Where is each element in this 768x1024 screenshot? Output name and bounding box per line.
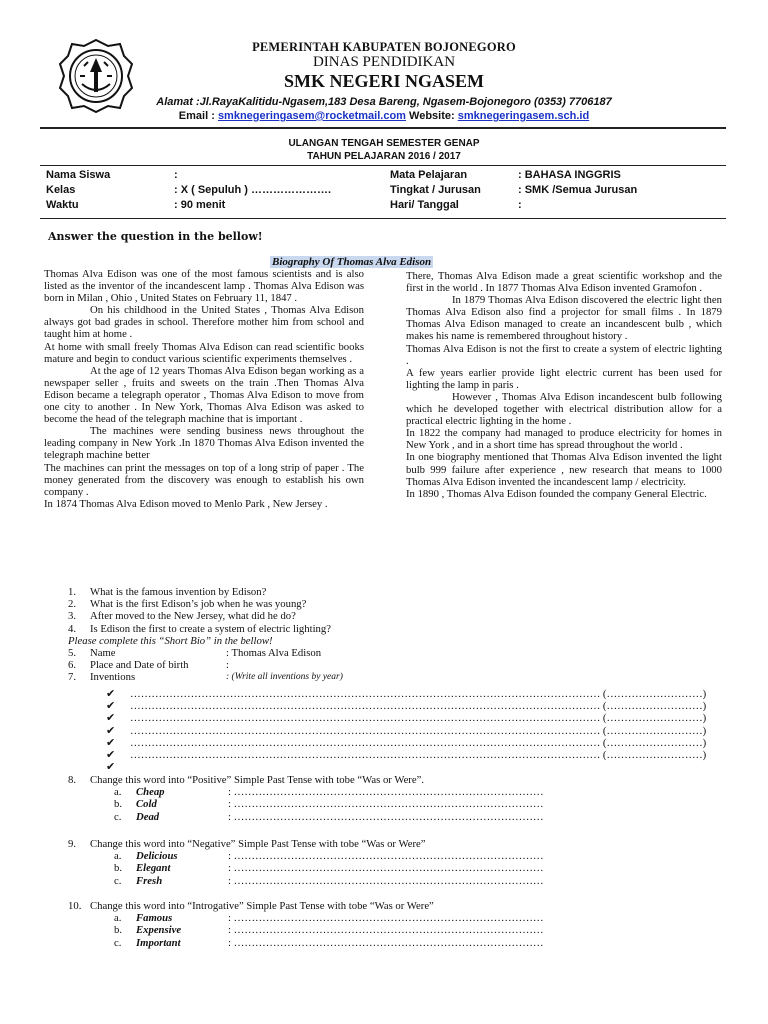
paragraph: In 1874 Thomas Alva Edison moved to Menlo Park , New Jersey .	[44, 497, 328, 510]
item-word: Important	[136, 936, 181, 949]
bio-value: : (Write all inventions by year)	[226, 672, 343, 683]
exam-year: TAHUN PELAJARAN 2016 / 2017	[307, 151, 461, 162]
fill-line: : ……………………………………………………………………………	[228, 786, 544, 799]
item-word: Expensive	[136, 924, 182, 937]
info-label: Kelas	[46, 184, 76, 196]
paragraph: The machines were sending business news throughout the leading company in New York .In 1870 Thomas Alva Edison invented the telegraph machine better	[44, 425, 364, 462]
check-icon: ✔	[106, 748, 116, 761]
paragraph: Thomas Alva Edison is not the first to create a system of electric lighting .	[406, 342, 722, 367]
check-icon: ✔	[106, 688, 116, 700]
header-divider	[40, 127, 726, 129]
question-number: 3.	[68, 610, 77, 623]
fill-line: : ……………………………………………………………………………	[228, 936, 544, 949]
info-value: :	[518, 199, 522, 211]
paragraph: In one biography mentioned that Thomas Alva Edison invented the light bulb 999 failure after experience , new research that means to 1000 Thomas Alva Edison invented the incandescent lamp / electricity.	[406, 451, 722, 488]
item-letter: b.	[114, 924, 123, 937]
biography-left-column	[44, 268, 364, 510]
info-label: Hari/ Tanggal	[390, 199, 459, 211]
item-letter: a.	[114, 850, 122, 863]
fill-line: …………………………………………………………………………………………………………………… (………………………)	[130, 748, 707, 761]
header-department: DINAS PENDIDIKAN	[312, 54, 456, 70]
check-icon: ✔	[106, 712, 116, 725]
bio-value: :	[226, 659, 229, 672]
fill-line: …………………………………………………………………………………………………………………… (………………………)	[130, 736, 707, 749]
info-value: : 90 menit	[174, 199, 226, 211]
question-text: Is Edison the first to create a system of electric lighting?	[90, 622, 331, 635]
paragraph: Thomas Alva Edison was one of the most famous scientists and is also listed as the inventor of the incandescent lamp . Thomas Alva Edison was born in Milan , Ohio , United States on February 11, 1847 .	[44, 268, 364, 305]
fill-line: …………………………………………………………………………………………………………………… (………………………)	[130, 712, 707, 725]
header-government: PEMERINTAH KABUPATEN BOJONEGORO	[252, 40, 516, 54]
question-text: After moved to the New Jersey, what did he do?	[90, 610, 296, 623]
check-icon: ✔	[106, 700, 116, 713]
info-label: Nama Siswa	[46, 169, 111, 181]
question-text: Change this word into “Negative” Simple Past Tense with tobe “Was or Were”	[90, 838, 426, 850]
email-label: Email :	[178, 110, 215, 122]
fill-line: : ……………………………………………………………………………	[228, 798, 544, 811]
question-text: What is the first Edison’s job when he was young?	[90, 598, 307, 611]
header-contact	[0, 110, 768, 122]
paragraph: The machines can print the messages on top of a long strip of paper . The money generated from the discovery was enough to establish his own company .	[44, 461, 364, 498]
website-label: Website:	[409, 110, 455, 122]
item-letter: c.	[114, 874, 122, 887]
fill-line: …………………………………………………………………………………………………………………… (………………………)	[130, 700, 707, 713]
item-letter: a.	[114, 912, 122, 925]
fill-line: …………………………………………………………………………………………………………………… (………………………)	[130, 724, 707, 737]
paragraph: In 1822 the company had managed to produce electricity for homes in New York , and in a short time has spread throughout the world .	[406, 427, 722, 452]
question-text: What is the famous invention by Edison?	[90, 586, 267, 598]
item-word: Fresh	[136, 874, 163, 887]
info-value: :	[174, 169, 178, 181]
item-word: Famous	[136, 912, 173, 925]
fill-line: : ……………………………………………………………………………	[228, 874, 544, 887]
header-address: Alamat :Jl.RayaKalitidu-Ngasem,183 Desa Bareng, Ngasem-Bojonegoro (0353) 7706187	[156, 96, 612, 108]
bio-label: Inventions	[90, 671, 136, 684]
bio-label: Name	[90, 646, 116, 659]
item-word: Dead	[136, 810, 160, 823]
complete-label: Please complete this “Short Bio” in the bellow!	[68, 634, 273, 647]
info-value: : SMK /Semua Jurusan	[518, 184, 638, 196]
question-number: 8.	[68, 774, 77, 786]
question-number: 9.	[68, 838, 77, 850]
paragraph: On his childhood in the United States , Thomas Alva Edison always got bad grades in school. Therefore mother him from school and taught him at home .	[44, 304, 364, 341]
fill-line: : ……………………………………………………………………………	[228, 862, 544, 875]
item-word: Delicious	[136, 850, 178, 863]
info-value: : BAHASA INGGRIS	[518, 169, 621, 181]
question-number: 4.	[68, 622, 77, 635]
question-number: 5.	[68, 646, 77, 659]
info-label: Waktu	[46, 199, 79, 211]
check-icon: ✔	[106, 761, 116, 774]
fill-line: : ……………………………………………………………………………	[228, 924, 544, 937]
fill-line: : ……………………………………………………………………………	[228, 850, 544, 863]
item-letter: a.	[114, 786, 122, 799]
fill-line: : ……………………………………………………………………………	[228, 810, 544, 823]
website-link[interactable]: smknegeringasem.sch.id	[457, 110, 590, 122]
paragraph: At home with small freely Thomas Alva Edison can read scientific books mature and begin to conduct various scientific experiments themselves .	[44, 340, 364, 365]
question-text: Change this word into “Positive” Simple Past Tense with tobe “Was or Were”.	[90, 774, 425, 786]
question-number: 10.	[68, 900, 82, 912]
info-value: : X ( Sepuluh ) ………………….	[174, 184, 332, 196]
info-label: Mata Pelajaran	[390, 169, 468, 181]
paragraph: However , Thomas Alva Edison incandescent bulb following which he developed together with electrical distribution allow for a practical electric lighting in the home .	[406, 390, 722, 428]
biography-right-column	[406, 270, 722, 500]
question-number: 6.	[68, 659, 77, 672]
item-letter: c.	[114, 810, 122, 823]
paragraph: At the age of 12 years Thomas Alva Edison began working as a newspaper seller , fruits and sweets on the train .Then Thomas Alva Edison became a telegraph operator , Thomas Alva Edison to move from one city to another . In New York, Thomas Alva Edison was asked to become the head of the telegraph machine that is important .	[44, 364, 364, 426]
question-number: 7.	[68, 671, 77, 684]
item-letter: c.	[114, 936, 122, 949]
fill-line: : ……………………………………………………………………………	[228, 912, 544, 925]
item-letter: b.	[114, 862, 123, 875]
info-label: Tingkat / Jurusan	[390, 184, 481, 196]
item-word: Cold	[136, 798, 157, 811]
check-icon: ✔	[106, 736, 116, 749]
check-icon: ✔	[106, 724, 116, 737]
question-number: 2.	[68, 598, 77, 611]
paragraph: In 1879 Thomas Alva Edison discovered the electric light then Thomas Alva Edison also find a projector for small films . In 1879 Thomas Alva Edison managed to create an incandescent bulb , which makes his name is remembered throughout history .	[406, 294, 722, 343]
question-text: Change this word into “Introgative” Simple Past Tense with tobe “Was or Were”	[90, 900, 434, 912]
student-info-table	[40, 165, 726, 219]
header-school-name: SMK NEGERI NGASEM	[283, 71, 485, 91]
question-number: 1.	[68, 586, 77, 598]
item-word: Cheap	[136, 786, 165, 799]
instruction: Answer the question in the bellow!	[48, 230, 263, 243]
item-word: Elegant	[136, 862, 171, 875]
fill-line: …………………………………………………………………………………………………………………… (………………………)	[130, 688, 707, 700]
exam-title: ULANGAN TENGAH SEMESTER GENAP	[288, 138, 480, 149]
email-link[interactable]: smknegeringasem@rocketmail.com	[217, 110, 406, 122]
paragraph: A few years earlier provide light electric current has been used for lighting the lamp in paris .	[406, 366, 722, 391]
bio-label: Place and Date of birth	[90, 659, 189, 672]
biography-title: Biography Of Thomas Alva Edison	[272, 256, 432, 268]
item-letter: b.	[114, 798, 123, 811]
paragraph: There, Thomas Alva Edison made a great scientific workshop and the first in the world . In 1877 Thomas Alva Edison invented Gramofon .	[406, 270, 722, 295]
paragraph: In 1890 , Thomas Alva Edison founded the company General Electric.	[406, 487, 707, 500]
bio-value: : Thomas Alva Edison	[226, 646, 322, 659]
